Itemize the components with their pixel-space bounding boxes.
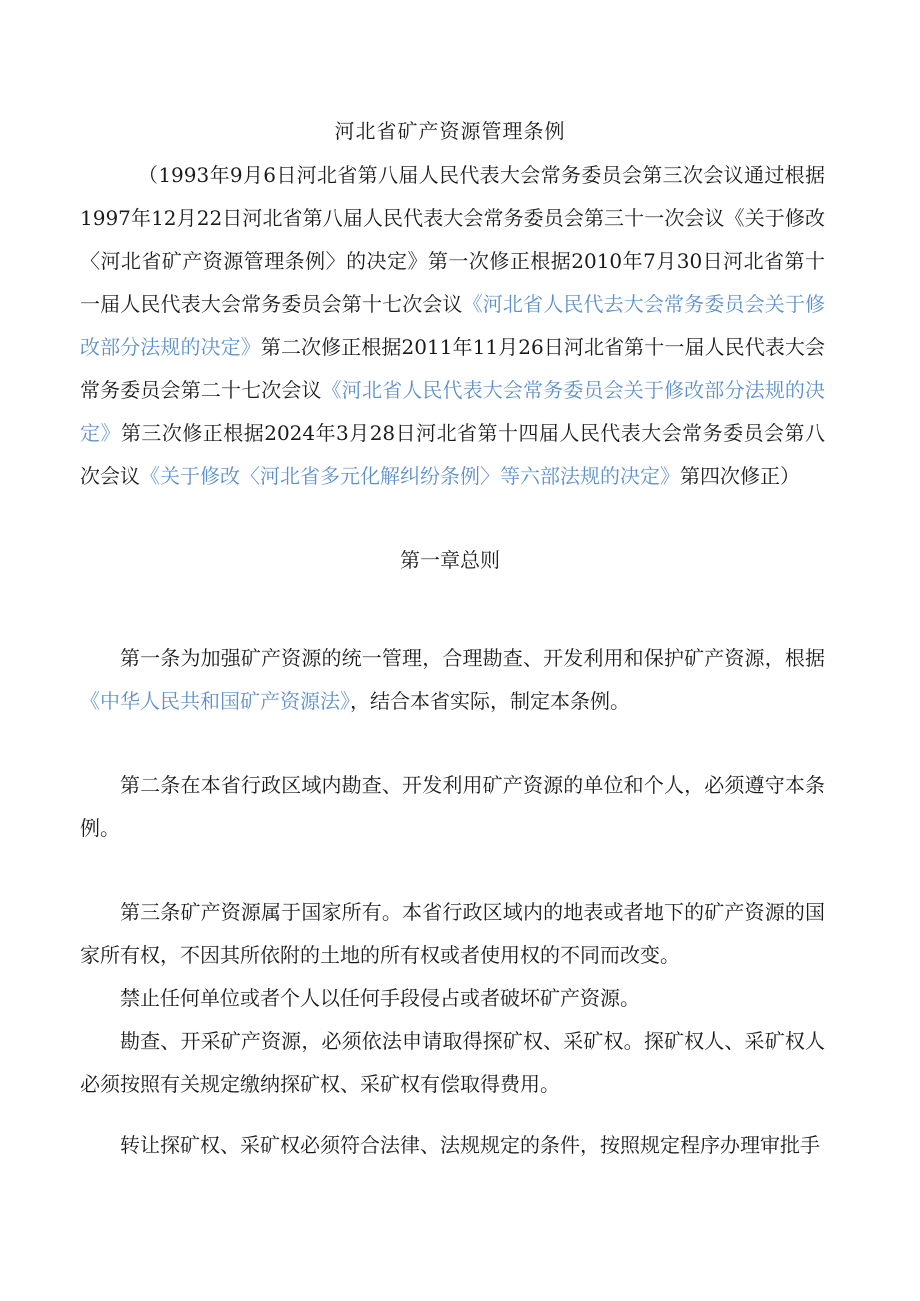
article-1-text-a: 第一条为加强矿产资源的统一管理，合理勘查、开发利用和保护矿产资源，根据 — [120, 646, 825, 670]
amendment-link-2[interactable]: 《河北省人民代表大会常务委员会关于修改部分法规的决定》 — [80, 378, 826, 445]
preamble-text-4: 第四次修正） — [680, 464, 800, 488]
article-3-paragraph-4: 转让探矿权、采矿权必须符合法律、法规规定的条件，按照规定程序办理审批手 — [120, 1133, 820, 1157]
article-3-paragraph-3: 勘查、开采矿产资源，必须依法申请取得探矿权、采矿权。探矿权人、采矿权人必须按照有关规定缴纳探矿权、采矿权有偿取得费用。 — [80, 1029, 825, 1096]
article-3-paragraph-1: 第三条矿产资源属于国家所有。本省行政区域内的地表或者地下的矿产资源的国家所有权，不因其所依附的土地的所有权或者使用权的不同而改变。 — [80, 900, 825, 967]
chapter-title: 第一章总则 — [400, 548, 500, 572]
mineral-resources-law-link[interactable]: 《中华人民共和国矿产资源法》 — [80, 689, 350, 713]
document-title: 河北省矿产资源管理条例 — [334, 119, 566, 143]
preamble-text-2: 第二次修正根据2011年11月26日河北省第十一届人民代表大会常务委员会第二十七次会议 — [80, 335, 826, 402]
article-2: 第二条在本省行政区域内勘查、开发利用矿产资源的单位和个人，必须遵守本条例。 — [80, 773, 825, 840]
amendment-link-3[interactable]: 《关于修改〈河北省多元化解纠纷条例〉等六部法规的决定》 — [140, 464, 680, 488]
revision-history-preamble — [80, 154, 825, 498]
preamble-text-3: 第三次修正根据2024年3月28日河北省第十四届人民代表大会常务委员会第八次会议 — [80, 421, 825, 488]
preamble-text-1: （1993年9月6日河北省第八届人民代表大会常务委员会第三次会议通过根据1997年12月22日河北省第八届人民代表大会常务委员会第三十一次会议《关于修改〈河北省矿产资源管理条例〉的决定》第一次修正根据2010年7月30日河北省第十一届人民代表大会常务委员会第十七次会议 — [80, 163, 825, 316]
article-3-paragraph-2: 禁止任何单位或者个人以任何手段侵占或者破坏矿产资源。 — [120, 986, 640, 1010]
amendment-link-1[interactable]: 《河北省人民代去大会常务委员会关于修改部分法规的决定》 — [80, 292, 826, 359]
article-1 — [80, 637, 825, 723]
article-1-text-b: ，结合本省实际，制定本条例。 — [350, 689, 630, 713]
